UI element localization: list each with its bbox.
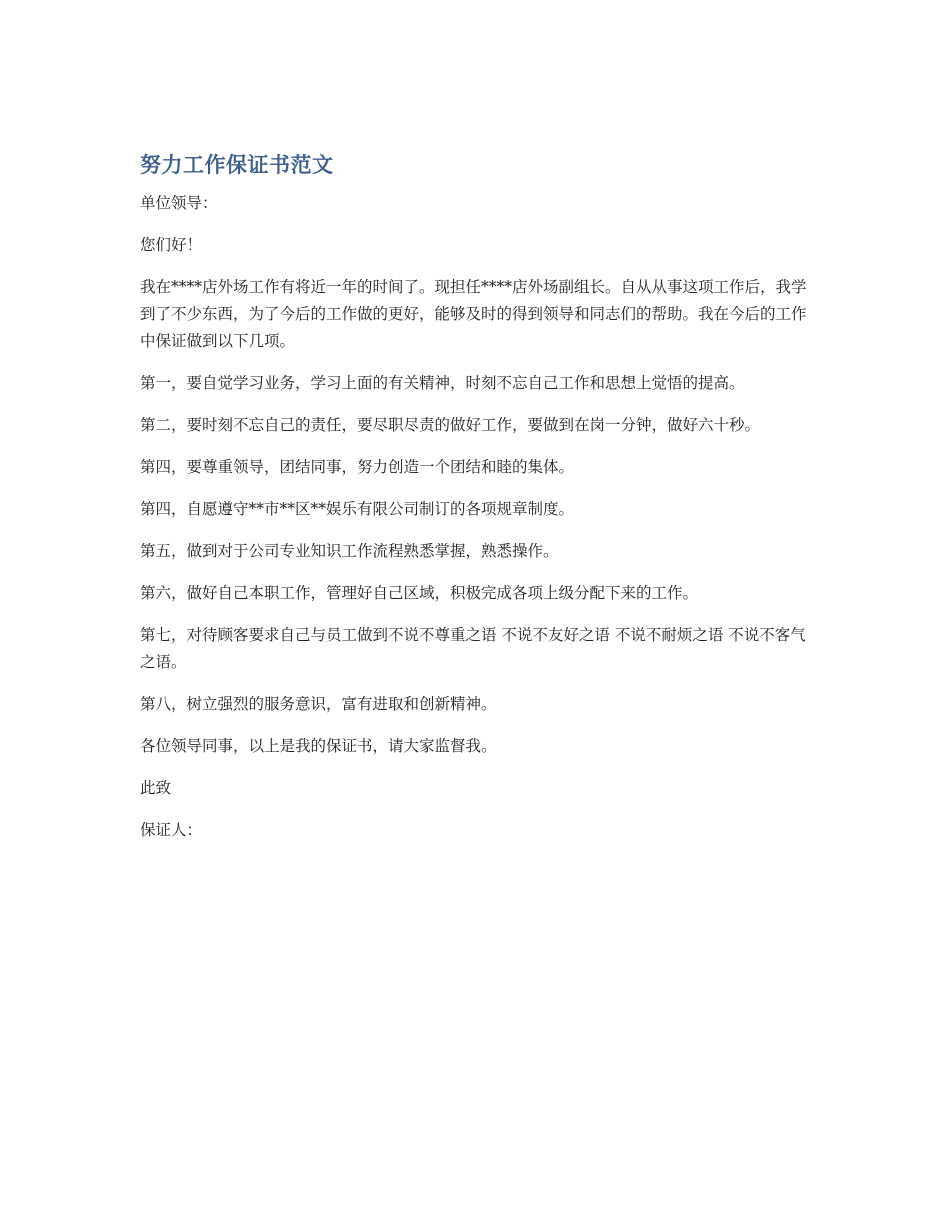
- salutation: 单位领导：: [140, 194, 218, 212]
- pledge-item-8: 第八，树立强烈的服务意识，富有进取和创新精神。: [140, 695, 497, 713]
- signature-line: 保证人：: [140, 821, 203, 839]
- pledge-item-1: 第一，要自觉学习业务，学习上面的有关精神，时刻不忘自己工作和思想上觉悟的提高。: [140, 374, 745, 392]
- page-title: 努力工作保证书范文: [140, 153, 334, 177]
- pledge-item-5: 第五，做到对于公司专业知识工作流程熟悉掌握，熟悉操作。: [140, 542, 559, 560]
- document-page: [140, 148, 810, 859]
- intro-paragraph: 我在****店外场工作有将近一年的时间了。现担任****店外场副组长。自从从事这项工作后，我学到了不少东西，为了今后的工作做的更好，能够及时的得到领导和同志们的帮助。我在今后的工作中保证做到以下几项。: [140, 278, 807, 350]
- regards: 此致: [140, 779, 172, 797]
- pledge-item-2: 第二，要时刻不忘自己的责任，要尽职尽责的做好工作，要做到在岗一分钟，做好六十秒。: [140, 416, 761, 434]
- pledge-item-7: 第七，对待顾客要求自己与员工做到不说不尊重之语 不说不友好之语 不说不耐烦之语 不说不客气之语。: [140, 626, 806, 671]
- pledge-item-4: 第四，自愿遵守**市**区**娱乐有限公司制订的各项规章制度。: [140, 500, 575, 518]
- pledge-item-3: 第四，要尊重领导，团结同事，努力创造一个团结和睦的集体。: [140, 458, 575, 476]
- closing-paragraph: 各位领导同事，以上是我的保证书，请大家监督我。: [140, 737, 497, 755]
- greeting: 您们好！: [140, 236, 203, 254]
- pledge-item-6: 第六，做好自己本职工作，管理好自己区域，积极完成各项上级分配下来的工作。: [140, 584, 699, 602]
